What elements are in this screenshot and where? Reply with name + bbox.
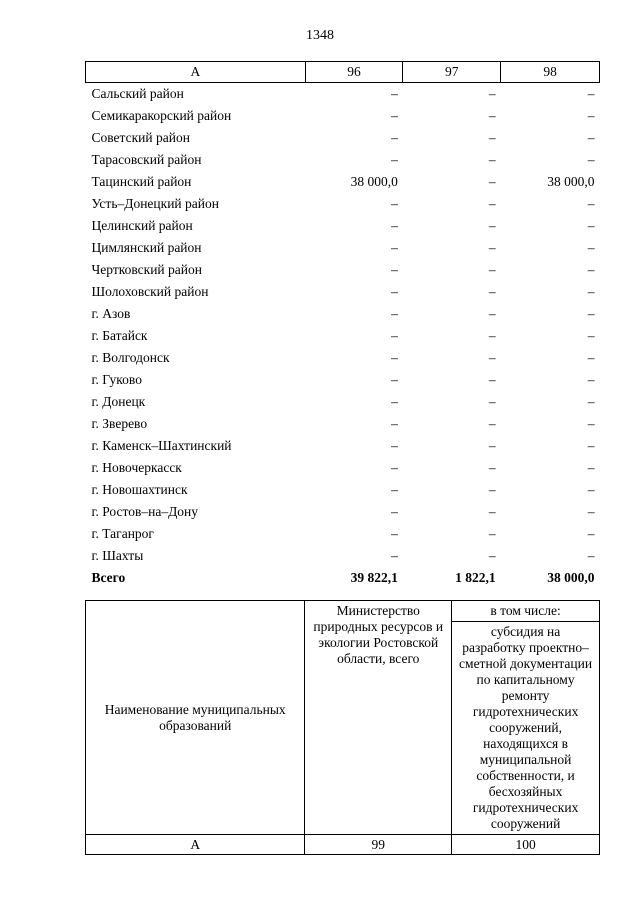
municipality-name: г. Шахты — [91, 548, 144, 563]
value-cell: – — [488, 262, 496, 277]
table-row — [86, 237, 600, 259]
value-cell: – — [488, 460, 496, 475]
municipality-name: Цимлянский район — [91, 240, 202, 255]
value-cell: – — [587, 196, 595, 211]
value-cell: – — [587, 86, 595, 101]
table-row — [86, 413, 600, 435]
value-cell: – — [587, 548, 595, 563]
value-cell: – — [587, 350, 595, 365]
municipality-name: г. Таганрог — [91, 526, 154, 541]
index-cell: А — [86, 835, 305, 855]
value-cell: – — [391, 306, 398, 321]
table-row — [86, 325, 600, 347]
value-cell: – — [488, 350, 496, 365]
value-cell: – — [587, 306, 595, 321]
value-cell: – — [488, 416, 496, 431]
value-cell: – — [488, 482, 496, 497]
ministry-header: Министерство природных ресурсов и экологии Ростовской области, всего — [305, 601, 452, 835]
table-row — [86, 303, 600, 325]
value-cell: – — [488, 306, 496, 321]
value-cell: 38 000,0 — [547, 570, 595, 585]
municipality-name: Целинский район — [91, 218, 193, 233]
value-cell: – — [587, 526, 595, 541]
value-cell: – — [391, 218, 398, 233]
budget-table — [85, 61, 600, 589]
value-cell: – — [391, 504, 398, 519]
municipality-name: Всего — [91, 570, 126, 585]
value-cell: – — [488, 328, 496, 343]
header-cell: 96 — [305, 62, 403, 83]
value-cell: – — [488, 394, 496, 409]
value-cell: 39 822,1 — [350, 570, 398, 585]
value-cell: – — [488, 174, 496, 189]
value-cell: – — [587, 262, 595, 277]
table-row — [86, 259, 600, 281]
municipality-name: г. Батайск — [91, 328, 148, 343]
value-cell: – — [391, 328, 398, 343]
value-cell: 38 000,0 — [350, 174, 398, 189]
value-cell: – — [587, 218, 595, 233]
value-cell: – — [391, 130, 398, 145]
value-cell: – — [587, 328, 595, 343]
table-row — [86, 281, 600, 303]
index-row — [86, 835, 600, 855]
table-row — [86, 215, 600, 237]
value-cell: – — [488, 196, 496, 211]
value-cell: – — [587, 108, 595, 123]
municipality-name: г. Новошахтинск — [91, 482, 188, 497]
table-row — [86, 193, 600, 215]
table-row — [86, 501, 600, 523]
municipality-name: Шолоховский район — [91, 284, 209, 299]
index-cell: 100 — [452, 835, 600, 855]
municipality-name: Сальский район — [91, 86, 184, 101]
value-cell: 1 822,1 — [455, 570, 496, 585]
value-cell: – — [391, 350, 398, 365]
value-cell: – — [391, 240, 398, 255]
value-cell: – — [391, 196, 398, 211]
table-row — [86, 171, 600, 193]
value-cell: – — [391, 284, 398, 299]
value-cell: – — [587, 460, 595, 475]
municipality-name: Тарасовский район — [91, 152, 202, 167]
table-row — [86, 83, 600, 106]
value-cell: 38 000,0 — [547, 174, 595, 189]
table-row — [86, 105, 600, 127]
page-number: 1348 — [306, 28, 334, 43]
header-cell: А — [86, 62, 306, 83]
table-row — [86, 523, 600, 545]
header-cell: 97 — [403, 62, 501, 83]
value-cell: – — [488, 240, 496, 255]
value-cell: – — [488, 548, 496, 563]
municipality-name: г. Гуково — [91, 372, 142, 387]
header-cell: 98 — [501, 62, 600, 83]
value-cell: – — [391, 526, 398, 541]
value-cell: – — [391, 460, 398, 475]
value-cell: – — [391, 86, 398, 101]
municipality-name: Советский район — [91, 130, 190, 145]
value-cell: – — [488, 152, 496, 167]
table-header-row — [86, 62, 600, 83]
table-row — [86, 457, 600, 479]
table-body — [86, 83, 600, 590]
value-cell: – — [488, 372, 496, 387]
value-cell: – — [391, 482, 398, 497]
value-cell: – — [391, 152, 398, 167]
municipality-header: Наименование муниципальных образований — [86, 601, 305, 835]
table-row — [86, 369, 600, 391]
value-cell: – — [391, 416, 398, 431]
including-header: в том числе: — [452, 601, 600, 622]
value-cell: – — [587, 394, 595, 409]
municipality-name: Чертковский район — [91, 262, 202, 277]
municipality-name: Усть–Донецкий район — [91, 196, 219, 211]
value-cell: – — [391, 438, 398, 453]
municipality-name: г. Каменск–Шахтинский — [91, 438, 232, 453]
value-cell: – — [391, 372, 398, 387]
value-cell: – — [488, 86, 496, 101]
index-cell: 99 — [305, 835, 452, 855]
table-row — [86, 127, 600, 149]
municipality-name: г. Донецк — [91, 394, 146, 409]
value-cell: – — [488, 218, 496, 233]
table-row — [86, 391, 600, 413]
value-cell: – — [587, 372, 595, 387]
value-cell: – — [391, 108, 398, 123]
value-cell: – — [587, 416, 595, 431]
municipality-name: г. Ростов–на–Дону — [91, 504, 199, 519]
value-cell: – — [488, 108, 496, 123]
value-cell: – — [587, 130, 595, 145]
value-cell: – — [391, 394, 398, 409]
value-cell: – — [587, 152, 595, 167]
total-row — [86, 567, 600, 589]
value-cell: – — [587, 438, 595, 453]
municipality-name: г. Зверево — [91, 416, 148, 431]
subsidy-header: субсидия на разработку проектно–сметной документации по капитальному ремонту гидротехнических сооружений, находящихся в муниципальной собственности, и бесхозяйных гидротехнических сооружений — [452, 622, 600, 835]
value-cell: – — [587, 482, 595, 497]
table-row — [86, 347, 600, 369]
table-row — [86, 149, 600, 171]
value-cell: – — [488, 284, 496, 299]
value-cell: – — [391, 262, 398, 277]
header-table — [85, 600, 600, 855]
value-cell: – — [391, 548, 398, 563]
municipality-name: г. Азов — [91, 306, 131, 321]
table-row — [86, 435, 600, 457]
value-cell: – — [488, 526, 496, 541]
table-row — [86, 479, 600, 501]
value-cell: – — [587, 504, 595, 519]
value-cell: – — [488, 504, 496, 519]
value-cell: – — [488, 438, 496, 453]
value-cell: – — [587, 240, 595, 255]
municipality-name: г. Волгодонск — [91, 350, 170, 365]
value-cell: – — [587, 284, 595, 299]
table-row — [86, 545, 600, 567]
municipality-name: Тацинский район — [91, 174, 192, 189]
municipality-name: Семикаракорский район — [91, 108, 232, 123]
value-cell: – — [488, 130, 496, 145]
municipality-name: г. Новочеркасск — [91, 460, 182, 475]
